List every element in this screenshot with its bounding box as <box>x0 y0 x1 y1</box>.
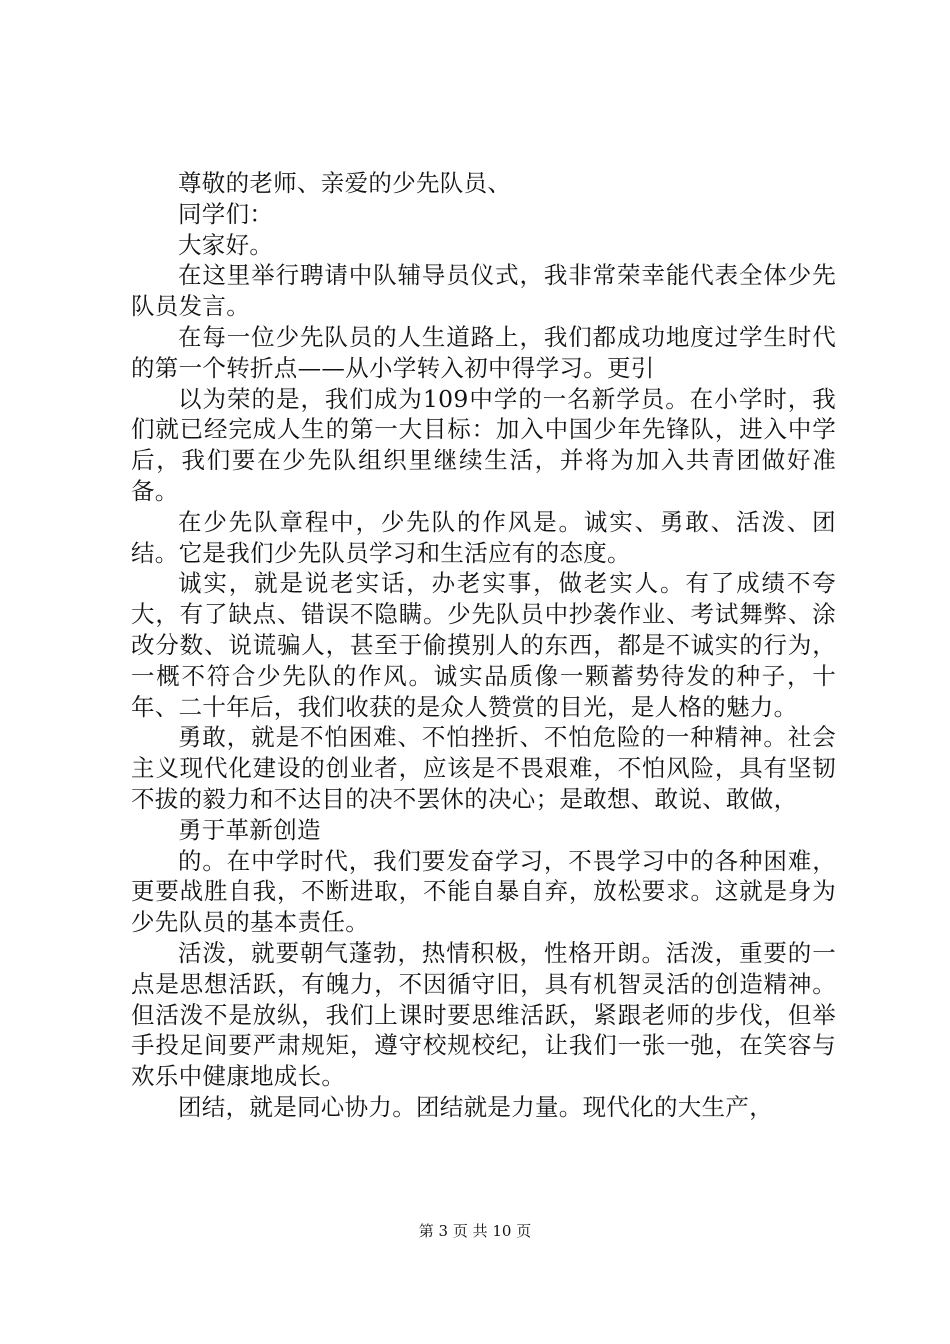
paragraph: 在这里举行聘请中队辅导员仪式，我非常荣幸能代表全体少先队员发言。 <box>131 261 836 321</box>
paragraph: 在少先队章程中，少先队的作风是。诚实、勇敢、活泼、团结。它是我们少先队员学习和生活应有的态度。 <box>131 507 836 567</box>
paragraph-salutation: 尊敬的老师、亲爱的少先队员、 <box>178 169 512 197</box>
paragraph-greeting: 大家好。 <box>178 230 274 259</box>
paragraph-salutation-cont: 同学们： <box>178 199 274 228</box>
paragraph: 的。在中学时代，我们要发奋学习，不畏学习中的各种困难，更要战胜自我，不断进取，不能自暴自弃，放松要求。这就是身为少先队员的基本责任。 <box>131 846 836 937</box>
paragraph: 以为荣的是，我们成为109中学的一名新学员。在小学时，我们就已经完成人生的第一大目标：加入中国少年先锋队，进入中学后，我们要在少先队组织里继续生活，并将为加入共青团做好准备。 <box>131 384 836 505</box>
paragraph: 勇敢，就是不怕困难、不怕挫折、不怕危险的一种精神。社会主义现代化建设的创业者，应该是不畏艰难，不怕风险，具有坚韧不拔的毅力和不达目的决不罢休的决心；是敢想、敢说、敢做， <box>131 723 836 813</box>
paragraph: 勇于革新创造 <box>178 815 321 844</box>
paragraph: 活泼，就要朝气蓬勃，热情积极，性格开朗。活泼，重要的一点是思想活跃，有魄力，不因循守旧，具有机智灵活的创造精神。但活泼不是放纵，我们上课时要思维活跃，紧跟老师的步伐，但举手投足间要严肃规矩，遵守校规校纪，让我们一张一弛，在笑容与欢乐中健康地成长。 <box>131 938 836 1091</box>
page-number-footer: 第 3 页 共 10 页 <box>418 1222 532 1240</box>
paragraph: 诚实，就是说老实话，办老实事，做老实人。有了成绩不夸大，有了缺点、错误不隐瞒。少先队员中抄袭作业、考试舞弊、涂改分数、说谎骗人，甚至于偷摸别人的东西，都是不诚实的行为，一概不符合少先队的作风。诚实品质像一颗蓄势待发的种子，十年、二十年后，我们收获的是众人赞赏的目光，是人格的魅力。 <box>131 569 836 721</box>
paragraph: 团结，就是同心协力。团结就是力量。现代化的大生产， <box>178 1092 773 1121</box>
paragraph: 在每一位少先队员的人生道路上，我们都成功地度过学生时代的第一个转折点——从小学转入初中得学习。更引 <box>131 322 836 382</box>
document-body <box>131 168 836 1123</box>
